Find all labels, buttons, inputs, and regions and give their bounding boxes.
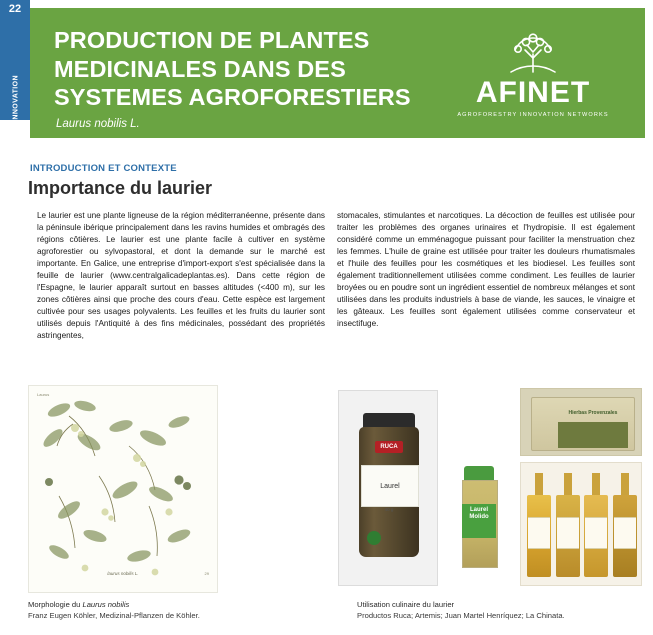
page-title: PRODUCTION DE PLANTES MEDICINALES DANS DES SYSTEMES AGROFORESTIERS bbox=[54, 27, 411, 111]
caption-left-species: Laurus nobilis bbox=[82, 600, 130, 609]
shaker-cap bbox=[464, 466, 494, 480]
caption-right bbox=[357, 600, 647, 621]
oil-bottle bbox=[584, 473, 608, 577]
logo-tagline: AGROFORESTRY INNOVATION NETWORKS bbox=[457, 112, 609, 118]
tree-icon bbox=[443, 28, 623, 74]
afinet-logo bbox=[443, 28, 623, 128]
header-banner bbox=[30, 8, 645, 138]
caption-right-line1: Utilisation culinaire du laurier bbox=[357, 600, 455, 609]
page-number: 22 bbox=[8, 3, 22, 15]
herbs-package-title: Hierbas Provenzales bbox=[568, 410, 618, 416]
jar-product-label: Laurel bbox=[361, 465, 419, 507]
page-side-tab bbox=[0, 0, 30, 120]
jar-weight-label: 40 g bbox=[384, 507, 394, 512]
logo-brand: AFINET bbox=[475, 76, 591, 109]
caption-right-line2: Productos Ruca; Artemis; Juan Martel Henríquez; La Chinata. bbox=[357, 610, 565, 620]
jar-brand-label: RUCA bbox=[375, 441, 403, 453]
caption-left-line2: Franz Eugen Köhler, Medizinal-Pflanzen de Köhler. bbox=[28, 610, 200, 620]
body-paragraph-right: stomacales, stimulantes et narcotiques. La décoction de feuilles est utilisée pour traiter les problèmes des organes urinaires et l'hydropisie. Il est également considéré comme un emménagogue puissant pour faciliter la menstruation chez les femmes. L'huile de graine est utilisée pour traiter les douleurs rhumatismales et l'huile des feuilles pour les cosmétiques et les biodiesel. Les feuilles sont également traditionnellement utilisées comme condiment. Les feuilles de laurier broyées ou en poudre sont un ingrédient essentiel de nombreux mélanges et sont utilisées dans les produits industriels à base de viande, les sauces, le vinaigre et les gâteaux. Les feuilles sont également utilisées comme conservateur et insectifuge. bbox=[337, 211, 635, 329]
herbs-bag bbox=[531, 397, 635, 451]
body-column-right bbox=[337, 210, 635, 330]
botanical-illustration bbox=[28, 385, 218, 593]
section-title: Importance du laurier bbox=[28, 178, 213, 198]
photo-laurel-jar bbox=[338, 390, 438, 586]
herbs-window bbox=[558, 422, 628, 448]
oil-bottle bbox=[556, 473, 580, 577]
eco-badge-icon bbox=[367, 531, 381, 545]
section-vertical-label: INNOVATION bbox=[12, 75, 20, 122]
plate-species-name: laurus nobilis L. bbox=[107, 571, 139, 576]
shaker-label: Laurel Molido bbox=[462, 504, 496, 538]
plate-drawing bbox=[29, 386, 217, 592]
page-subtitle: Laurus nobilis L. bbox=[56, 118, 140, 130]
oil-bottle-row bbox=[527, 473, 637, 577]
caption-left-prefix: Morphologie du bbox=[28, 600, 83, 609]
oil-bottle bbox=[613, 473, 637, 577]
oil-bottle bbox=[527, 473, 551, 577]
caption-left-line1 bbox=[28, 600, 328, 611]
caption-left bbox=[28, 600, 328, 621]
plate-number: 29 bbox=[204, 571, 209, 576]
body-paragraph-left: Le laurier est une plante ligneuse de la région méditerranéenne, présente dans la péninsule ibérique principalement dans les ravins humides et ombragés des régions côtières. Le laurier est une plante facile à cultiver en système agroforestier ou sylvopastoral, et dont la demande sur le marché est importante. En Galice, une entreprise d'import-export s'est spécialisée dans la feuille de laurier (www.centralgalicadeplantas.es). Dans cette région de l'Espagne, le laurier apparaît surtout en basses altitudes (<400 m), sur les zones côtières ainsi que proche des cours d'eau. Cette espèce est largement cultivée pour ses usages polyvalents. Les feuilles et les fruits du laurier sont utilisés depuis l'Antiquité à des fins médicinales, possédant des propriétés astringentes, bbox=[37, 211, 325, 341]
photo-ground-laurel-shaker bbox=[440, 452, 518, 586]
section-kicker: INTRODUCTION ET CONTEXTE bbox=[30, 163, 177, 174]
body-column-left bbox=[37, 210, 325, 343]
photo-herbs-package bbox=[520, 388, 642, 456]
photo-oil-bottles bbox=[520, 462, 642, 586]
plate-label-top: Laurus bbox=[37, 392, 50, 397]
